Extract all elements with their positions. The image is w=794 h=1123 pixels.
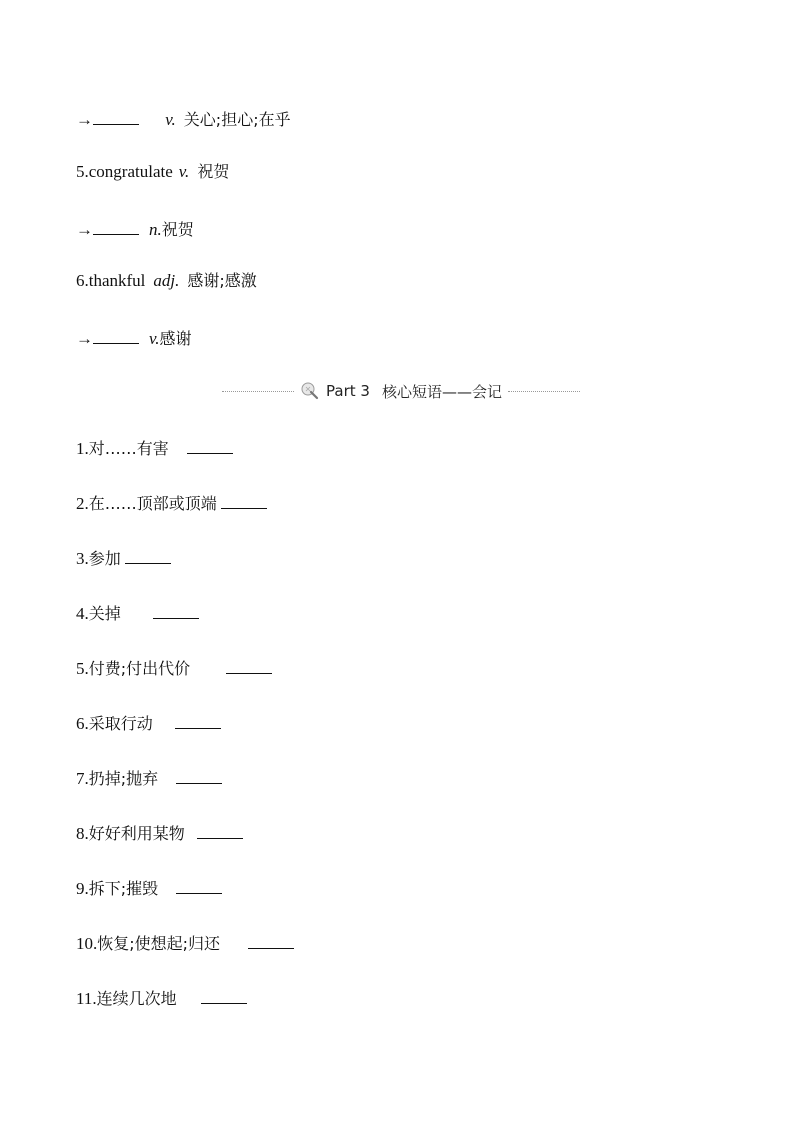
answer-blank[interactable] xyxy=(197,820,243,839)
meaning: 感谢;感激 xyxy=(187,271,257,290)
item-number: 2. xyxy=(76,494,89,513)
word-line-5 xyxy=(76,325,192,350)
item-number: 6. xyxy=(76,271,89,290)
pencil-icon xyxy=(300,381,320,401)
item-number: 7. xyxy=(76,769,89,788)
item-number: 8. xyxy=(76,824,89,843)
answer-blank[interactable] xyxy=(226,655,272,674)
phrase-text: 对……有害 xyxy=(88,439,169,458)
item-number: 10. xyxy=(76,934,98,953)
answer-blank[interactable] xyxy=(248,930,294,949)
item-number: 4. xyxy=(76,604,89,623)
answer-blank[interactable] xyxy=(93,325,139,344)
arrow-icon: → xyxy=(76,110,93,129)
item-number: 3. xyxy=(76,549,89,568)
phrase-text: 付费;付出代价 xyxy=(88,659,191,678)
phrase-item xyxy=(76,545,171,570)
meaning: 感谢 xyxy=(159,329,192,348)
section-title: 核心短语——会记 xyxy=(381,382,502,401)
section-header xyxy=(222,379,580,403)
answer-blank[interactable] xyxy=(221,490,267,509)
phrase-item xyxy=(76,600,199,625)
meaning: 关心;担心;在乎 xyxy=(183,110,291,129)
meaning: 祝贺 xyxy=(197,162,230,181)
phrase-text: 扔掉;抛弃 xyxy=(88,769,159,788)
phrase-item xyxy=(76,655,272,680)
arrow-icon: → xyxy=(76,220,93,239)
word-line-3 xyxy=(76,216,194,241)
phrase-text: 连续几次地 xyxy=(96,989,177,1008)
word-line-1 xyxy=(76,106,291,131)
item-number: 9. xyxy=(76,879,89,898)
english-word: thankful xyxy=(88,271,146,290)
item-number: 5. xyxy=(76,659,89,678)
phrase-text: 参加 xyxy=(88,549,121,568)
phrase-item xyxy=(76,820,243,845)
answer-blank[interactable] xyxy=(125,545,171,564)
answer-blank[interactable] xyxy=(187,435,233,454)
part-of-speech: n. xyxy=(149,220,162,239)
word-line-2 xyxy=(76,161,229,183)
phrase-text: 拆下;摧毁 xyxy=(88,879,159,898)
answer-blank[interactable] xyxy=(93,216,139,235)
word-line-4 xyxy=(76,270,257,292)
answer-blank[interactable] xyxy=(176,765,222,784)
part-label: Part 3 xyxy=(326,382,370,400)
part-of-speech: v. xyxy=(165,110,176,129)
phrase-text: 关掉 xyxy=(88,604,121,623)
phrase-item xyxy=(76,930,294,955)
item-number: 11. xyxy=(76,989,97,1008)
item-number: 5. xyxy=(76,162,89,181)
english-word: congratulate xyxy=(88,162,173,181)
meaning: 祝贺 xyxy=(161,220,194,239)
section-header-center xyxy=(294,381,508,402)
phrase-item xyxy=(76,710,221,735)
answer-blank[interactable] xyxy=(201,985,247,1004)
phrase-text: 好好利用某物 xyxy=(88,824,185,843)
arrow-icon: → xyxy=(76,329,93,348)
dotted-divider-right xyxy=(508,391,580,392)
phrase-item xyxy=(76,765,222,790)
phrase-item xyxy=(76,490,267,515)
phrase-item xyxy=(76,435,233,460)
dotted-divider-left xyxy=(222,391,294,392)
part-of-speech: v. xyxy=(178,162,190,181)
part-of-speech: adj. xyxy=(153,271,180,290)
answer-blank[interactable] xyxy=(176,875,222,894)
answer-blank[interactable] xyxy=(153,600,199,619)
item-number: 1. xyxy=(76,439,89,458)
answer-blank[interactable] xyxy=(175,710,221,729)
phrase-text: 恢复;使想起;归还 xyxy=(97,934,221,953)
item-number: 6. xyxy=(76,714,89,733)
part-of-speech: v. xyxy=(149,329,160,348)
phrase-text: 采取行动 xyxy=(88,714,153,733)
phrase-item xyxy=(76,985,247,1010)
phrase-text: 在……顶部或顶端 xyxy=(88,494,217,513)
answer-blank[interactable] xyxy=(93,106,139,125)
phrase-item xyxy=(76,875,222,900)
